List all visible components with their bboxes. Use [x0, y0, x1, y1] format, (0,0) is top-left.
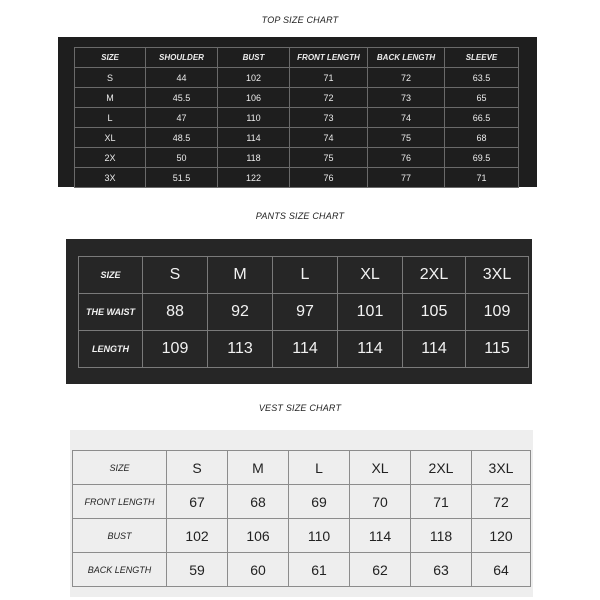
table-cell: 66.5 [445, 108, 519, 128]
table-cell: 61 [289, 553, 350, 587]
row-header-cell: SIZE [73, 451, 167, 485]
table-cell: 76 [368, 148, 445, 168]
header-cell: SIZE [75, 48, 146, 68]
table-cell: 120 [472, 519, 531, 553]
table-cell: 97 [273, 294, 338, 331]
table-cell: 114 [218, 128, 290, 148]
table-cell: 102 [218, 68, 290, 88]
table-cell: 77 [368, 168, 445, 188]
table-cell: 72 [472, 485, 531, 519]
table-cell: S [75, 68, 146, 88]
table-row [75, 128, 519, 148]
table-cell: 105 [403, 294, 466, 331]
table-cell: S [143, 257, 208, 294]
table-cell: 48.5 [146, 128, 218, 148]
table-cell: 50 [146, 148, 218, 168]
table-cell: 3X [75, 168, 146, 188]
table-cell: 65 [445, 88, 519, 108]
table-cell: 59 [167, 553, 228, 587]
table-cell: 63 [411, 553, 472, 587]
table-cell: M [208, 257, 273, 294]
vest-size-chart-panel [70, 430, 533, 597]
table-cell: XL [75, 128, 146, 148]
table-cell: XL [338, 257, 403, 294]
table-cell: 51.5 [146, 168, 218, 188]
table-cell: 64 [472, 553, 531, 587]
table-cell: 69 [289, 485, 350, 519]
table-cell: 73 [290, 108, 368, 128]
table-cell: 2X [75, 148, 146, 168]
table-cell: 71 [445, 168, 519, 188]
table-cell: M [75, 88, 146, 108]
table-cell: 62 [350, 553, 411, 587]
row-header-cell: LENGTH [79, 331, 143, 368]
table-header-row [75, 48, 519, 68]
table-row [75, 108, 519, 128]
table-cell: 63.5 [445, 68, 519, 88]
table-cell: L [75, 108, 146, 128]
table-cell: 70 [350, 485, 411, 519]
vest-size-chart-title: VEST SIZE CHART [258, 403, 342, 413]
table-cell: 88 [143, 294, 208, 331]
table-cell: 2XL [411, 451, 472, 485]
table-cell: 75 [290, 148, 368, 168]
top-size-table [74, 47, 519, 188]
table-row [75, 168, 519, 188]
table-cell: 118 [218, 148, 290, 168]
table-cell: 60 [228, 553, 289, 587]
table-cell: 118 [411, 519, 472, 553]
header-cell: BUST [218, 48, 290, 68]
table-cell: 73 [368, 88, 445, 108]
table-cell: 47 [146, 108, 218, 128]
table-cell: 68 [228, 485, 289, 519]
table-cell: 74 [290, 128, 368, 148]
table-cell: 92 [208, 294, 273, 331]
table-row [79, 294, 529, 331]
table-cell: XL [350, 451, 411, 485]
table-cell: 114 [403, 331, 466, 368]
row-header-cell: FRONT LENGTH [73, 485, 167, 519]
table-cell: 106 [228, 519, 289, 553]
top-size-chart-title: TOP SIZE CHART [261, 15, 339, 25]
table-cell: 76 [290, 168, 368, 188]
table-row [75, 88, 519, 108]
row-header-cell: THE WAIST [79, 294, 143, 331]
table-row [73, 485, 531, 519]
table-cell: 102 [167, 519, 228, 553]
table-cell: 67 [167, 485, 228, 519]
table-cell: 114 [350, 519, 411, 553]
row-header-cell: BUST [73, 519, 167, 553]
table-cell: 106 [218, 88, 290, 108]
row-header-cell: SIZE [79, 257, 143, 294]
table-cell: 2XL [403, 257, 466, 294]
table-cell: 69.5 [445, 148, 519, 168]
table-cell: 109 [143, 331, 208, 368]
table-cell: 72 [368, 68, 445, 88]
table-cell: 71 [290, 68, 368, 88]
table-cell: 3XL [472, 451, 531, 485]
top-size-chart-panel [58, 37, 537, 187]
header-cell: SLEEVE [445, 48, 519, 68]
table-cell: 44 [146, 68, 218, 88]
table-row [73, 553, 531, 587]
table-cell: 122 [218, 168, 290, 188]
table-cell: 115 [466, 331, 529, 368]
table-row [79, 331, 529, 368]
table-cell: 109 [466, 294, 529, 331]
table-cell: 110 [218, 108, 290, 128]
vest-size-table [72, 450, 531, 587]
table-cell: 71 [411, 485, 472, 519]
table-cell: M [228, 451, 289, 485]
header-cell: BACK LENGTH [368, 48, 445, 68]
row-header-cell: BACK LENGTH [73, 553, 167, 587]
header-cell: FRONT LENGTH [290, 48, 368, 68]
pants-size-table [78, 256, 529, 368]
table-cell: L [273, 257, 338, 294]
table-cell: 114 [338, 331, 403, 368]
table-cell: 114 [273, 331, 338, 368]
pants-size-chart-title: PANTS SIZE CHART [255, 211, 345, 221]
table-cell: 113 [208, 331, 273, 368]
table-cell: S [167, 451, 228, 485]
table-cell: 74 [368, 108, 445, 128]
table-row [73, 451, 531, 485]
header-cell: SHOULDER [146, 48, 218, 68]
table-cell: 3XL [466, 257, 529, 294]
table-cell: 68 [445, 128, 519, 148]
table-row [79, 257, 529, 294]
table-cell: L [289, 451, 350, 485]
table-row [75, 68, 519, 88]
pants-size-chart-panel [66, 239, 532, 384]
table-cell: 110 [289, 519, 350, 553]
table-cell: 45.5 [146, 88, 218, 108]
table-cell: 72 [290, 88, 368, 108]
table-cell: 75 [368, 128, 445, 148]
table-row [73, 519, 531, 553]
table-row [75, 148, 519, 168]
table-cell: 101 [338, 294, 403, 331]
